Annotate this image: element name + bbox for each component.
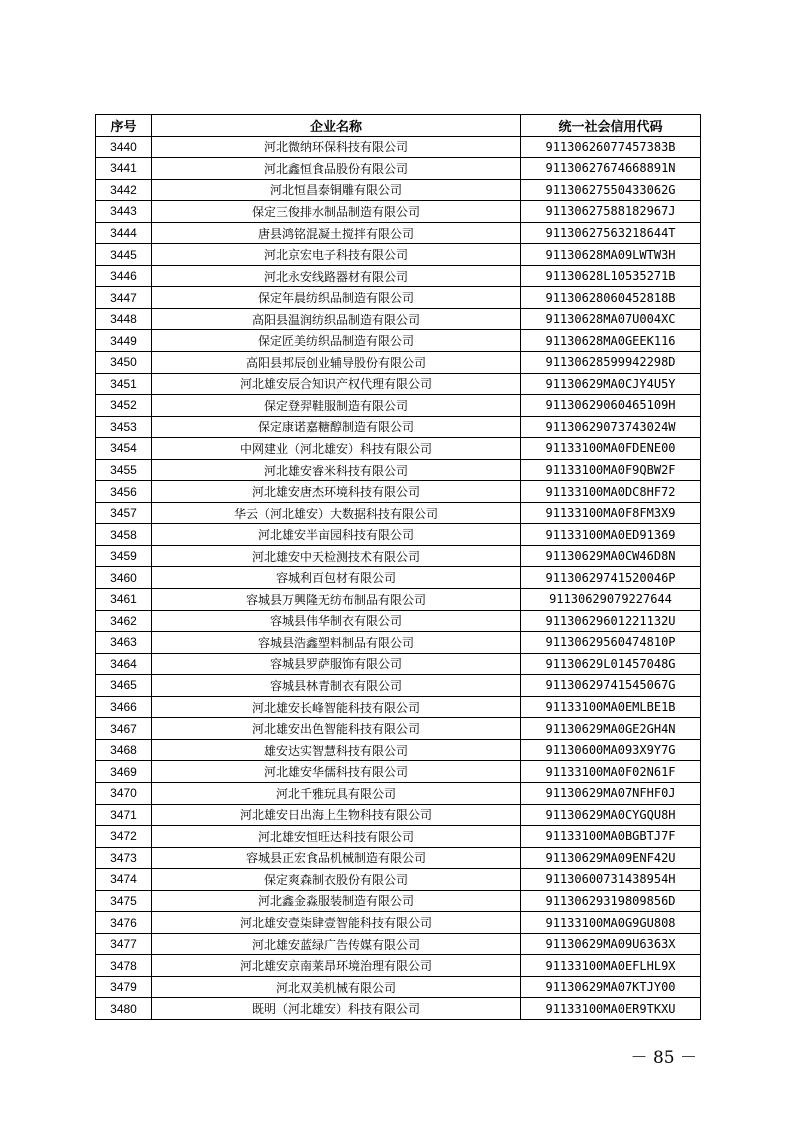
table-row: [96, 308, 701, 330]
serial-number-cell: 3454: [96, 438, 152, 460]
company-name-cell: 河北恒昌泰铜雕有限公司: [152, 179, 521, 201]
company-name-cell: 河北雄安半亩园科技有限公司: [152, 524, 521, 546]
serial-number-cell: 3474: [96, 869, 152, 891]
company-name-cell: 容城县伟华制衣有限公司: [152, 610, 521, 632]
company-name-cell: 河北雄安唐杰环境科技有限公司: [152, 481, 521, 503]
credit-code-cell: 91133100MA0DC8HF72: [521, 481, 701, 503]
serial-number-cell: 3464: [96, 653, 152, 675]
serial-number-cell: 3479: [96, 976, 152, 998]
serial-number-cell: 3447: [96, 287, 152, 309]
company-name-cell: 河北雄安出色智能科技有限公司: [152, 718, 521, 740]
company-name-cell: 河北雄安长峰智能科技有限公司: [152, 696, 521, 718]
credit-code-cell: 91133100MA0F9QBW2F: [521, 459, 701, 481]
credit-code-cell: 91130629MA09U6363X: [521, 933, 701, 955]
credit-code-cell: 91130629MA0CJY4U5Y: [521, 373, 701, 395]
company-name-cell: 河北京宏电子科技有限公司: [152, 244, 521, 266]
table-row: [96, 287, 701, 309]
credit-code-cell: 91130629MA07KTJY00: [521, 976, 701, 998]
serial-number-cell: 3480: [96, 998, 152, 1020]
credit-code-cell: 91130600MA093X9Y7G: [521, 739, 701, 761]
company-name-cell: 河北雄安京南莱昂环境治理有限公司: [152, 955, 521, 977]
company-name-cell: 河北鑫金淼服装制造有限公司: [152, 890, 521, 912]
table-row: [96, 265, 701, 287]
company-name-cell: 容城利百包材有限公司: [152, 567, 521, 589]
credit-code-cell: 91130629MA0CYGQU8H: [521, 804, 701, 826]
credit-code-cell: 91130629319809856D: [521, 890, 701, 912]
company-name-cell: 保定爽森制衣股份有限公司: [152, 869, 521, 891]
table-row: [96, 955, 701, 977]
table-row: [96, 826, 701, 848]
company-name-cell: 容城县万興隆无纺布制品有限公司: [152, 589, 521, 611]
company-name-cell: 中网建业（河北雄安）科技有限公司: [152, 438, 521, 460]
company-name-cell: 河北千雅玩具有限公司: [152, 782, 521, 804]
serial-number-cell: 3473: [96, 847, 152, 869]
credit-code-cell: 91133100MA0BGBTJ7F: [521, 826, 701, 848]
table-header-row: [96, 115, 701, 137]
company-name-cell: 保定年晨纺织品制造有限公司: [152, 287, 521, 309]
serial-number-cell: 3475: [96, 890, 152, 912]
company-name-cell: 高阳县温润纺织品制造有限公司: [152, 308, 521, 330]
company-name-cell: 既明（河北雄安）科技有限公司: [152, 998, 521, 1020]
company-name-cell: 河北永安线路器材有限公司: [152, 265, 521, 287]
credit-code-cell: 91130629741545067G: [521, 675, 701, 697]
table-row: [96, 201, 701, 223]
company-name-cell: 容城县罗萨服饰有限公司: [152, 653, 521, 675]
table-row: [96, 998, 701, 1020]
table-row: [96, 502, 701, 524]
table-row: [96, 890, 701, 912]
company-name-cell: 河北雄安中天检测技术有限公司: [152, 545, 521, 567]
credit-code-cell: 91130628MA0GEEK116: [521, 330, 701, 352]
serial-number-cell: 3469: [96, 761, 152, 783]
credit-code-cell: 91133100MA0EMLBE1B: [521, 696, 701, 718]
serial-number-cell: 3456: [96, 481, 152, 503]
credit-code-cell: 91130629MA0CW46D8N: [521, 545, 701, 567]
serial-number-cell: 3446: [96, 265, 152, 287]
credit-code-cell: 91130629L01457048G: [521, 653, 701, 675]
page-number: － 85 －: [630, 1048, 697, 1068]
serial-number-cell: 3444: [96, 222, 152, 244]
table-row: [96, 869, 701, 891]
table-row: [96, 352, 701, 374]
serial-number-cell: 3442: [96, 179, 152, 201]
credit-code-cell: 91130629MA07NFHF0J: [521, 782, 701, 804]
credit-code-cell: 91133100MA0EFLHL9X: [521, 955, 701, 977]
serial-number-cell: 3468: [96, 739, 152, 761]
company-name-cell: 河北雄安蓝绿广告传媒有限公司: [152, 933, 521, 955]
credit-code-cell: 91130627674668891N: [521, 158, 701, 180]
company-name-cell: 高阳县邦辰创业辅导股份有限公司: [152, 352, 521, 374]
credit-code-cell: 91130628MA07U004XC: [521, 308, 701, 330]
credit-code-cell: 91133100MA0ER9TKXU: [521, 998, 701, 1020]
credit-code-cell: 91130629560474810P: [521, 632, 701, 654]
credit-code-cell: 91130626077457383B: [521, 136, 701, 158]
table-row: [96, 222, 701, 244]
header-serial-number: 序号: [96, 115, 152, 137]
serial-number-cell: 3463: [96, 632, 152, 654]
serial-number-cell: 3476: [96, 912, 152, 934]
company-name-cell: 保定登羿鞋服制造有限公司: [152, 395, 521, 417]
serial-number-cell: 3457: [96, 502, 152, 524]
company-name-cell: 河北雄安华儒科技有限公司: [152, 761, 521, 783]
credit-code-cell: 91130629MA0GE2GH4N: [521, 718, 701, 740]
credit-code-cell: 91130628L10535271B: [521, 265, 701, 287]
company-name-cell: 河北双美机械有限公司: [152, 976, 521, 998]
company-name-cell: 河北雄安壹柒肆壹智能科技有限公司: [152, 912, 521, 934]
serial-number-cell: 3441: [96, 158, 152, 180]
serial-number-cell: 3440: [96, 136, 152, 158]
serial-number-cell: 3459: [96, 545, 152, 567]
serial-number-cell: 3465: [96, 675, 152, 697]
credit-code-cell: 91130627550433062G: [521, 179, 701, 201]
serial-number-cell: 3470: [96, 782, 152, 804]
table-row: [96, 847, 701, 869]
table-row: [96, 524, 701, 546]
company-name-cell: 容城县正宏食品机械制造有限公司: [152, 847, 521, 869]
table-row: [96, 459, 701, 481]
table-row: [96, 567, 701, 589]
table-row: [96, 739, 701, 761]
table-row: [96, 545, 701, 567]
serial-number-cell: 3451: [96, 373, 152, 395]
serial-number-cell: 3477: [96, 933, 152, 955]
credit-code-cell: 91130600731438954H: [521, 869, 701, 891]
serial-number-cell: 3448: [96, 308, 152, 330]
serial-number-cell: 3450: [96, 352, 152, 374]
table-row: [96, 675, 701, 697]
table-row: [96, 782, 701, 804]
serial-number-cell: 3443: [96, 201, 152, 223]
serial-number-cell: 3466: [96, 696, 152, 718]
company-name-cell: 河北雄安恒旺达科技有限公司: [152, 826, 521, 848]
serial-number-cell: 3449: [96, 330, 152, 352]
table-row: [96, 136, 701, 158]
table-row: [96, 158, 701, 180]
company-name-cell: 保定匠美纺织品制造有限公司: [152, 330, 521, 352]
company-name-cell: 保定三俊排水制品制造有限公司: [152, 201, 521, 223]
serial-number-cell: 3478: [96, 955, 152, 977]
table-row: [96, 438, 701, 460]
serial-number-cell: 3453: [96, 416, 152, 438]
company-name-cell: 雄安达实智慧科技有限公司: [152, 739, 521, 761]
company-name-cell: 华云（河北雄安）大数据科技有限公司: [152, 502, 521, 524]
table-row: [96, 718, 701, 740]
table-row: [96, 933, 701, 955]
table-row: [96, 632, 701, 654]
credit-code-cell: 91133100MA0ED91369: [521, 524, 701, 546]
company-name-cell: 保定康诺嘉糖醇制造有限公司: [152, 416, 521, 438]
table-row: [96, 976, 701, 998]
credit-code-cell: 91130629MA09ENF42U: [521, 847, 701, 869]
serial-number-cell: 3460: [96, 567, 152, 589]
company-name-cell: 河北雄安睿米科技有限公司: [152, 459, 521, 481]
table-row: [96, 653, 701, 675]
table-row: [96, 610, 701, 632]
table-row: [96, 761, 701, 783]
header-company-name: 企业名称: [152, 115, 521, 137]
table-row: [96, 804, 701, 826]
table-row: [96, 481, 701, 503]
credit-code-cell: 91133100MA0FDENE00: [521, 438, 701, 460]
serial-number-cell: 3467: [96, 718, 152, 740]
credit-code-cell: 91130627563218644T: [521, 222, 701, 244]
table-row: [96, 912, 701, 934]
serial-number-cell: 3445: [96, 244, 152, 266]
credit-code-cell: 91130628060452818B: [521, 287, 701, 309]
credit-code-cell: 91133100MA0F8FM3X9: [521, 502, 701, 524]
company-name-cell: 容城县浩鑫塑料制品有限公司: [152, 632, 521, 654]
enterprise-table: [95, 114, 701, 1020]
credit-code-cell: 91130629601221132U: [521, 610, 701, 632]
serial-number-cell: 3458: [96, 524, 152, 546]
credit-code-cell: 91130628MA09LWTW3H: [521, 244, 701, 266]
table-row: [96, 244, 701, 266]
serial-number-cell: 3471: [96, 804, 152, 826]
credit-code-cell: 91133100MA0F02N61F: [521, 761, 701, 783]
company-name-cell: 河北微纳环保科技有限公司: [152, 136, 521, 158]
company-name-cell: 唐县鸿铭混凝土搅拌有限公司: [152, 222, 521, 244]
header-credit-code: 统一社会信用代码: [521, 115, 701, 137]
credit-code-cell: 91133100MA0G9GU808: [521, 912, 701, 934]
credit-code-cell: 91130629741520046P: [521, 567, 701, 589]
credit-code-cell: 91130629079227644: [521, 589, 701, 611]
table-row: [96, 373, 701, 395]
table-row: [96, 179, 701, 201]
table-row: [96, 395, 701, 417]
serial-number-cell: 3472: [96, 826, 152, 848]
table-row: [96, 416, 701, 438]
company-name-cell: 河北雄安辰合知识产权代理有限公司: [152, 373, 521, 395]
credit-code-cell: 91130629073743024W: [521, 416, 701, 438]
table-row: [96, 330, 701, 352]
serial-number-cell: 3452: [96, 395, 152, 417]
company-name-cell: 河北鑫恒食品股份有限公司: [152, 158, 521, 180]
serial-number-cell: 3461: [96, 589, 152, 611]
table-row: [96, 589, 701, 611]
credit-code-cell: 91130628599942298D: [521, 352, 701, 374]
serial-number-cell: 3462: [96, 610, 152, 632]
table-row: [96, 696, 701, 718]
credit-code-cell: 91130627588182967J: [521, 201, 701, 223]
serial-number-cell: 3455: [96, 459, 152, 481]
credit-code-cell: 91130629060465109H: [521, 395, 701, 417]
company-name-cell: 河北雄安日出海上生物科技有限公司: [152, 804, 521, 826]
company-name-cell: 容城县林青制衣有限公司: [152, 675, 521, 697]
